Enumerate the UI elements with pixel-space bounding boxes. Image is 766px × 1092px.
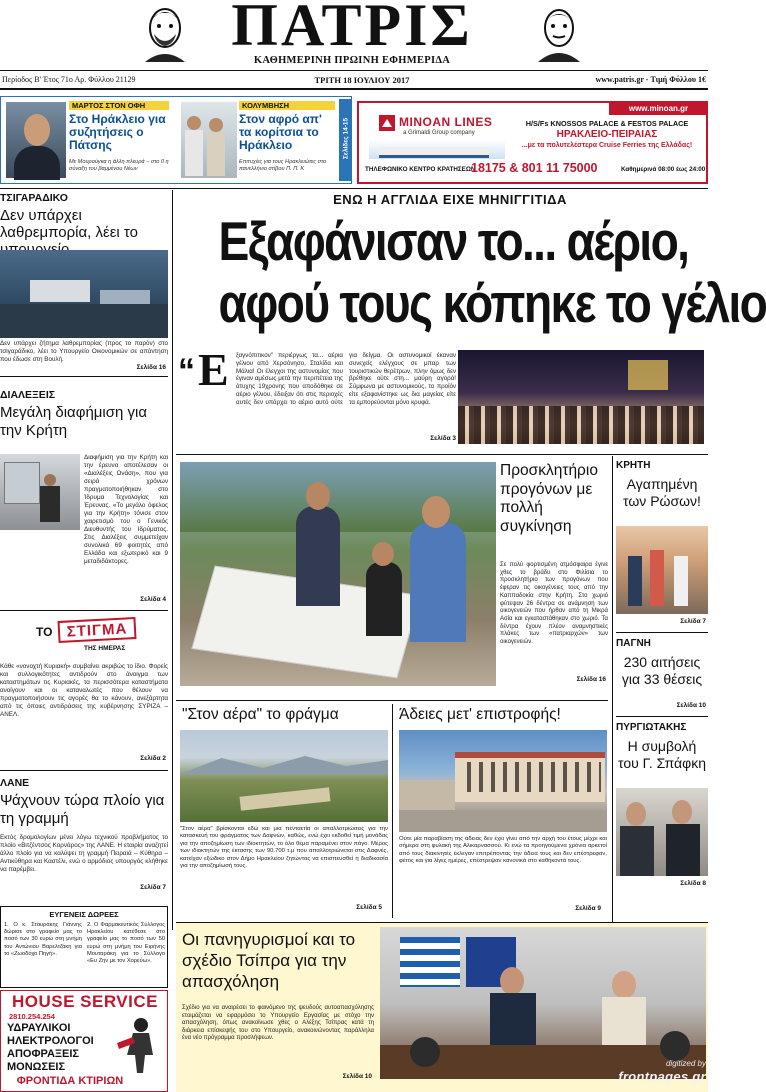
bottom-body: Σχέδιο για να αναιρέσει το φαινόμενο της ψευδούς αυτοαπασχόλησης ετοιμάζεται να εφαρμόσει το Υπουργείο Εργασίας με στόχο την απασχόληση, όπως ανακοίνωσε χθες ο Αλέξης Τσίπρας κατά τη διάρκεια επίσκεψής του στο Υπουργείο, ανακοινώνοντας παράλληλα ένα νέο πρόγραμμα προσλήψεων.	[182, 1005, 374, 1042]
worker-icon	[111, 1015, 165, 1075]
lead-kicker: ΕΝΩ Η ΑΓΓΛΙΔΑ ΕΙΧΕ ΜΗΝΙΓΓΙΤΙΔΑ	[333, 192, 567, 207]
s3-headline[interactable]: Ψάχνουν τώρα πλοίο για τη γραμμή	[0, 792, 165, 827]
bottom-photo	[380, 927, 706, 1079]
feature-headline[interactable]: Προσκλητήριο προγόνων με πολλή συγκίνηση	[500, 462, 598, 535]
s2-body: Διαφήμιση για την Κρήτη και την έρευνα αποτέλεσαν οι «Διαλέξεις Ωνάση», που για σειρά χρόνων πραγματοποιήθηκαν στο Ίδρυμα Τεχνολογίας και Έρευνας. «Το μεγάλο όφελος για την Κρήτη» τόνισε στον χαιρετισμό του ο Γενικός Διευθυντής του Ιδρύματος. Στις Διαλέξεις συμμετείχαν συνολικά 69 φοιτητές από Ελλάδα και εξωτερικό και 9 μεταδιδάκτορες.	[84, 454, 168, 565]
masthead	[0, 0, 708, 92]
house-service-phone[interactable]: 2810.254.254	[9, 1012, 55, 1021]
lead-photo	[458, 350, 704, 444]
lead-headline-2[interactable]: αφού τους κόπηκε το γέλιο	[218, 272, 766, 334]
leave-photo	[399, 730, 607, 832]
lead-body: ξαγνόπιτικον" περιέργως τα... αέρια γέλιου από Χερσόνησο, Σταλίδα και Μάλια! Οι έλεγχοι της αστυνομίας που έγιναν αμέσως μετά την περιπέτεια της άτυχης 19χρονης που αποδόθηκε σε αέριο γέλιου, έδειξαν ότι στις περιοχές αυτές δεν υπάρχει το αέριο αυτό ούτε για δείγμα. Οι αστυνομικοί έκαναν συνεχείς ελέγχους σε μπαρ των τουριστικών θερέτρων, πλην όμως δεν βρέθηκε ούτε στη... μαύρη αγορά! Σύμφωνα με αστυνομικούς, το προϊόν είτε εξαφανίστηκε ως δια μαγείας είτε τα εμπορεύονται μόνο κρυφά.	[236, 352, 456, 406]
lead-page[interactable]: Σελίδα 3	[430, 435, 456, 442]
minoan-logo-icon	[379, 115, 395, 131]
r2-kicker: ΠΑΓΝΗ	[616, 638, 651, 649]
stigma-body: Κάθε «νονοχτή Κυριακή» συμβαίνει ακριβώς το ίδιο. Φορείς και συλλογικότητες αντιδρούν στο άνοιγμα των καταστημάτων τις Κυριακές, τα περισσότερα καταστήματα ανοίγουν και οι καταναλωτές που θέλουν να πραγματοποιήσουν τις αγορές θα το κάνουν, ανεξάρτητα από τις όποιες αντιδράσεις της κυβέρνησης ΣΥΡΙΖΑ – ΑΝΕΛ.	[0, 663, 168, 718]
house-service-ad[interactable]	[0, 990, 168, 1092]
stigma-page[interactable]: Σελίδα 2	[140, 755, 166, 762]
s2-kicker: ΔΙΑΛΕΞΕΙΣ	[0, 389, 56, 401]
minoan-hours: Καθημερινά 08:00 έως 24:00	[621, 166, 706, 173]
lead-quote-mark: “	[178, 352, 195, 390]
minoan-slogan: ...με τα πολυτελέστερα Cruise Ferries της Ελλάδας!	[521, 142, 693, 149]
promo-1-kicker: ΜΑΡΤΟΣ ΣΤΟΝ ΟΦΗ	[69, 101, 169, 110]
feature-story	[176, 458, 608, 698]
promo-2-side-label-text: Σελίδες 14-15	[342, 117, 350, 160]
promo-2-photo	[181, 102, 237, 178]
s2-page[interactable]: Σελίδα 4	[140, 596, 166, 603]
promo-2-headline[interactable]: Στον αφρό απ' τα κορίτσια το Ηράκλειο	[239, 112, 322, 152]
issue-info: Περίοδος Β' Έτος 71ο Αρ. Φύλλου 21129	[2, 75, 136, 84]
masthead-subtitle: ΚΑΘΗΜΕΡΙΝΗ ΠΡΩΙΝΗ ΕΦΗΜΕΡΙΔΑ	[253, 55, 451, 66]
feature-photo	[180, 462, 496, 686]
r2-page[interactable]: Σελίδα 10	[676, 702, 706, 709]
stigma-box	[0, 610, 168, 766]
s2-photo	[0, 454, 80, 530]
dam-headline[interactable]: "Στον αέρα" το φράγμα	[182, 706, 339, 723]
lead-dropcap: Ε	[198, 344, 229, 395]
stigma-sub: ΤΗΣ ΗΜΕΡΑΣ	[84, 645, 126, 652]
s1-page[interactable]: Σελίδα 16	[136, 364, 166, 371]
bottom-headline[interactable]: Οι πανηγυρισμοί και το σχέδιο Τσίπρα για την απασχόληση	[182, 930, 356, 991]
minoan-phone-label: ΤΗΛΕΦΩΝΙΚΟ ΚΕΝΤΡΟ ΚΡΑΤΗΣΕΩΝ	[365, 166, 476, 173]
feature-page[interactable]: Σελίδα 16	[576, 676, 606, 683]
r3-headline[interactable]: Η συμβολή του Γ. Σπάφκη	[617, 738, 707, 771]
house-service-l1: ΥΔΡΑΥΛΙΚΟΙ	[7, 1022, 71, 1034]
founder-portrait-left-icon	[140, 4, 190, 62]
watermark-line-2: frontpages.gr	[618, 1069, 706, 1084]
promo-2-blurb: Επιτυχίες για τους Ηρακλειώτες στο πανελλήνιο στίβου Π. Π. Κ	[239, 159, 327, 172]
leave-story	[395, 704, 609, 918]
house-service-name: HOUSE SERVICE	[11, 992, 158, 1011]
promo-1-headline[interactable]: Στο Ηράκλειο για συζητήσεις ο Πάτσης	[69, 112, 166, 152]
r3-kicker: ΠΥΡΓΙΩΤΑΚΗΣ	[616, 722, 687, 733]
s1-photo	[0, 250, 168, 338]
stigma-badge	[57, 617, 136, 643]
leave-body: Ούτε μία παραβίαση της άδειας δεν έχει γίνει από την αρχή του έτους μέχρι και σήμερα στη φυλακή της Αλικαρνασσού. Κι ενώ τα προηγούμενα χρόνια αρκετοί από τους διακινητές έκλεγαν επιτρέποντας την άδεια τους και δεν επέστρεφαν, φέτος και για λίγες ημέρες, επέστρεψαν κανονικά στο καθήκοντά τους.	[399, 836, 607, 865]
r3-page[interactable]: Σελίδα 8	[680, 880, 706, 887]
feature-body: Σε πολύ φορτισμένη ατμόσφαιρα έγινε χθες το βράδυ στο Φιλίσια το προσκλητήριο των προγόνων που έφεραν τις οικογένειες τους από την Καππαδοκία στην Κρήτη. Στο χωριό φύτεψαν 26 δέντρα σε ανάμνηση των οικογενειών που ήρθαν από τη Μικρά Ασία και εγκαταστάθηκαν στο χωριό. Τα δέντρα έχουν πλέον αναμνηστικές πλάκες των «πατριαρχών» των οικογενειών.	[500, 562, 608, 646]
minoan-url[interactable]: www.minoan.gr	[609, 102, 708, 115]
dam-story	[176, 704, 390, 918]
minoan-tagline: a Grimaldi Group company	[403, 130, 475, 136]
bottom-story	[176, 922, 708, 1092]
site-and-price: www.patris.gr - Τιμή Φύλλου 1€	[595, 75, 706, 84]
r2-headline[interactable]: 230 αιτήσεις για 33 θέσεις	[621, 654, 703, 687]
r1-page[interactable]: Σελίδα 7	[680, 618, 706, 625]
donations-left: 1. Ο κ. Σταυράκης Γιάννης δώρισε στο γραφείο μας το ποσό των 30 ευρώ στη μνήμη του Αντώνιου Βαρελτζάκη για το «Ζωοδόχο Πηγή».	[4, 922, 82, 957]
house-service-l2: ΗΛΕΚΤΡΟΛΟΓΟΙ	[7, 1035, 94, 1047]
donations-box	[0, 906, 168, 988]
s3-body: Εκτός δρομολογίων μένει λόγω τεχνικού προβλήματος το πλοίο «Βιτζέντσος Κορνάρος» της ΛΑΝΕ. Η εταιρία αναζητεί άλλο πλοίο για να καλύψει τη γραμμή Πειραιά – Κύθηρα – Αντικύθηρα και Καστέλι, ενώ ο αρμόδιος υπουργός κλήθηκε να παρέμβει.	[0, 834, 168, 873]
house-service-l5: ΦΡΟΝΤΙΔΑ ΚΤΙΡΙΩΝ	[16, 1075, 124, 1087]
promo-band	[0, 96, 352, 184]
bottom-page[interactable]: Σελίδα 10	[342, 1073, 372, 1080]
lead-story	[176, 190, 766, 450]
house-service-l4: ΜΟΝΩΣΕΙΣ	[7, 1061, 66, 1073]
minoan-phone[interactable]: 18175 & 801 11 75000	[471, 161, 598, 175]
minoan-brand: MINOAN LINES	[399, 115, 493, 129]
watermark-line-1: digitized by	[665, 1059, 706, 1068]
donations-title: ΕΥΓΕΝΕΙΣ ΔΩΡΕΕΣ	[49, 910, 119, 919]
s1-headline[interactable]: Δεν υπάρχει λαθρεμπορία, λέει το	[0, 207, 138, 241]
promo-2-kicker: ΚΟΛΥΜΒΗΣΗ	[239, 101, 335, 110]
s3-kicker: ΛΑΝΕ	[0, 777, 30, 789]
stigma-word: ΣΤΙΓΜΑ	[66, 620, 128, 641]
leave-headline[interactable]: Άδειες μετ' επιστροφής!	[399, 706, 561, 723]
s1-body: Δεν υπάρχει ζήτημα λαθρεμπορίας (προς το παρόν) στο τσιγαράδικο, λέει το Υπουργείο Οικονομικών σε απάντηση που έδωσε στη Βουλή.	[0, 340, 168, 363]
masthead-title: ΠΑΤΡΙΣ	[231, 0, 473, 58]
r1-headline[interactable]: Αγαπημένη των Ρώσων!	[623, 476, 701, 509]
minoan-route: ΗΡΑΚΛΕΙΟ-ΠΕΙΡΑΙΑΣ	[556, 129, 658, 140]
r1-photo	[616, 526, 708, 614]
minoan-ad[interactable]	[357, 101, 708, 184]
s3-page[interactable]: Σελίδα 7	[140, 884, 166, 891]
s2-headline[interactable]: Μεγάλη διαφήμιση για την Κρήτη	[0, 404, 148, 439]
donations-right: 2. Ο Φαρμακευτικός Σύλλογος Ηρακλείου κατέθεσε στο γραφείο μας το ποσό των 50 ευρώ στη μνήμη του Ειρήνης Μουταράκη για το Σύλλογο «Ευ Ζην με τον Χορεύω».	[87, 922, 165, 965]
issue-date: ΤΡΙΤΗ 18 ΙΟΥΛΙΟΥ 2017	[314, 75, 410, 85]
dam-body: "Στον αέρα" βρίσκονται εδώ και μια πενταετία οι απαλλοτριώσεις για την κατασκευή του φράγματος των Δαφνών, καθώς, ενώ έχει εκδοθεί τιμή μονάδας για την αποζημίωση των ιδιοκτητών, το όλο θέμα παραμένει στον πάγο. Μέρος των ιδιοκτητών της έκτασης των 90.700 τ.μ που απαλλοτριώνεται στις Δαφνές, κατείχαν εξώδικο στον Δήμο Ηρακλείου ζητώντας να επισπευσθεί η διαδικασία για την αποζημίωσή τους.	[180, 826, 388, 870]
right-column	[616, 458, 708, 918]
minoan-ships: H/S/Fs KNOSSOS PALACE & FESTOS PALACE	[525, 119, 689, 128]
r1-kicker: ΚΡΗΤΗ	[616, 460, 651, 471]
r3-photo	[616, 788, 708, 876]
s1-kicker: ΤΣΙΓΑΡΑΔΙΚΟ	[0, 192, 68, 204]
ship-image	[369, 139, 505, 159]
leave-page[interactable]: Σελίδα 9	[575, 905, 601, 912]
dam-photo	[180, 730, 388, 822]
founder-portrait-right-icon	[534, 4, 584, 62]
dam-page[interactable]: Σελίδα 5	[356, 904, 382, 911]
stigma-pre: ΤΟ	[36, 625, 53, 639]
promo-1-blurb: Με Μουρούγκα η άλλη πλευρά – στο 0 η σύναξη του βαμμένου Νέων	[69, 159, 169, 172]
lead-headline-1[interactable]: Εξαφάνισαν το... αέριο,	[218, 210, 689, 272]
promo-2-side-label	[339, 99, 351, 181]
promo-1-photo	[6, 102, 66, 178]
left-column	[0, 190, 170, 1092]
house-service-l3: ΑΠΟΦΡΑΞΕΙΣ	[7, 1048, 80, 1060]
